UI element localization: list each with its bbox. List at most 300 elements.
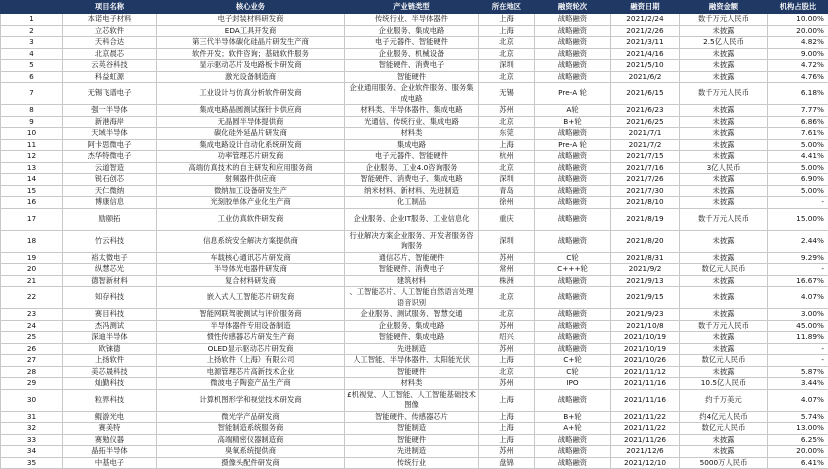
cell-project-name[interactable]: 天仁微纳 xyxy=(63,185,157,197)
cell-industry-chain[interactable]: 智能硬件 xyxy=(345,366,479,378)
cell-industry-chain[interactable]: 企业服务、机械设备 xyxy=(345,48,479,60)
cell-amount[interactable]: 未披露 xyxy=(680,60,768,72)
cell-date[interactable]: 2021/6/23 xyxy=(611,105,680,117)
cell-round[interactable]: 战略融资 xyxy=(535,48,611,60)
cell-core-business[interactable]: 半导体器件专用设备制造 xyxy=(157,320,345,332)
cell-share[interactable]: 11.89% xyxy=(768,332,828,344)
cell-row-index[interactable]: 8 xyxy=(1,105,63,117)
cell-row-index[interactable]: 24 xyxy=(1,320,63,332)
cell-amount[interactable]: 未披露 xyxy=(680,275,768,287)
cell-project-name[interactable]: 德智新材料 xyxy=(63,275,157,287)
cell-amount[interactable]: 数亿元人民币 xyxy=(680,355,768,367)
cell-row-index[interactable]: 32 xyxy=(1,423,63,435)
cell-date[interactable]: 2021/6/15 xyxy=(611,83,680,105)
cell-share[interactable]: 6.86% xyxy=(768,116,828,128)
cell-share[interactable]: 4.07% xyxy=(768,287,828,309)
cell-region[interactable]: 苏州 xyxy=(479,105,535,117)
cell-share[interactable]: 4.82% xyxy=(768,37,828,49)
cell-core-business[interactable]: 集成电路晶圆测试探针卡供应商 xyxy=(157,105,345,117)
cell-region[interactable]: 上海 xyxy=(479,139,535,151)
cell-project-name[interactable]: 中基电子 xyxy=(63,457,157,469)
cell-region[interactable]: 上海 xyxy=(479,25,535,37)
cell-region[interactable]: 深圳 xyxy=(479,60,535,72)
cell-row-index[interactable]: 9 xyxy=(1,116,63,128)
cell-industry-chain[interactable]: 智能硬件、消费电子、集成电路 xyxy=(345,174,479,186)
cell-row-index[interactable]: 19 xyxy=(1,252,63,264)
cell-region[interactable]: 上海 xyxy=(479,14,535,26)
cell-project-name[interactable]: 新港海岸 xyxy=(63,116,157,128)
cell-round[interactable]: Pre-A 轮 xyxy=(535,83,611,105)
cell-core-business[interactable]: 电子封装材料研发商 xyxy=(157,14,345,26)
cell-core-business[interactable]: 工业设计与仿真分析软件研发商 xyxy=(157,83,345,105)
cell-round[interactable]: 战略融资 xyxy=(535,60,611,72)
cell-row-index[interactable]: 20 xyxy=(1,264,63,276)
cell-date[interactable]: 2021/8/31 xyxy=(611,252,680,264)
cell-project-name[interactable]: 知存科技 xyxy=(63,287,157,309)
cell-share[interactable]: 7.77% xyxy=(768,105,828,117)
cell-date[interactable]: 2021/2/24 xyxy=(611,14,680,26)
cell-industry-chain[interactable]: 智能硬件、集成电路 xyxy=(345,332,479,344)
cell-date[interactable]: 2021/10/8 xyxy=(611,320,680,332)
cell-round[interactable]: 战略融资 xyxy=(535,275,611,287)
cell-core-business[interactable]: 半导体光电器件研发商 xyxy=(157,264,345,276)
cell-region[interactable]: 苏州 xyxy=(479,343,535,355)
cell-project-name[interactable]: 天域半导体 xyxy=(63,128,157,140)
cell-core-business[interactable]: 智能网联驾驶测试与评价服务商 xyxy=(157,309,345,321)
cell-industry-chain[interactable]: 企业服务、企业IT服务、工业信息化 xyxy=(345,208,479,230)
cell-share[interactable]: 6.18% xyxy=(768,83,828,105)
cell-row-index[interactable]: 4 xyxy=(1,48,63,60)
cell-share[interactable]: 5.74% xyxy=(768,411,828,423)
cell-date[interactable]: 2021/11/12 xyxy=(611,366,680,378)
cell-date[interactable]: 2021/2/26 xyxy=(611,25,680,37)
cell-region[interactable]: 上海 xyxy=(479,423,535,435)
cell-core-business[interactable]: 无晶圆半导体提供商 xyxy=(157,116,345,128)
cell-core-business[interactable]: 高端仿真技术的自主研发和应用服务商 xyxy=(157,162,345,174)
cell-date[interactable]: 2021/9/15 xyxy=(611,287,680,309)
cell-row-index[interactable]: 11 xyxy=(1,139,63,151)
cell-row-index[interactable]: 13 xyxy=(1,162,63,174)
cell-amount[interactable]: 未披露 xyxy=(680,116,768,128)
cell-round[interactable]: 战略融资 xyxy=(535,457,611,469)
cell-share[interactable]: 5.00% xyxy=(768,185,828,197)
cell-round[interactable]: 战略融资 xyxy=(535,208,611,230)
cell-amount[interactable]: 数千万元人民币 xyxy=(680,320,768,332)
header-index[interactable] xyxy=(1,1,63,14)
cell-amount[interactable]: 未披露 xyxy=(680,366,768,378)
cell-row-index[interactable]: 17 xyxy=(1,208,63,230)
cell-project-name[interactable]: 立芯软件 xyxy=(63,25,157,37)
cell-row-index[interactable]: 25 xyxy=(1,332,63,344)
cell-share[interactable]: - xyxy=(768,197,828,209)
cell-industry-chain[interactable]: 材料类 xyxy=(345,128,479,140)
cell-date[interactable]: 2021/11/16 xyxy=(611,389,680,411)
cell-project-name[interactable]: 欧铼德 xyxy=(63,343,157,355)
cell-share[interactable]: 2.44% xyxy=(768,230,828,252)
cell-round[interactable]: 战略融资 xyxy=(535,71,611,83)
cell-amount[interactable]: 未披露 xyxy=(680,25,768,37)
cell-amount[interactable]: 未披露 xyxy=(680,252,768,264)
cell-row-index[interactable]: 33 xyxy=(1,434,63,446)
cell-region[interactable]: 深圳 xyxy=(479,230,535,252)
cell-industry-chain[interactable]: 传统行业 xyxy=(345,457,479,469)
cell-project-name[interactable]: 锐石创芯 xyxy=(63,174,157,186)
cell-round[interactable]: 战略融资 xyxy=(535,174,611,186)
cell-project-name[interactable]: 晶拓半导体 xyxy=(63,446,157,458)
cell-date[interactable]: 2021/10/19 xyxy=(611,343,680,355)
cell-amount[interactable]: 2.5亿人民币 xyxy=(680,37,768,49)
cell-core-business[interactable]: 碳化硅外延晶片研发商 xyxy=(157,128,345,140)
cell-date[interactable]: 2021/11/22 xyxy=(611,423,680,435)
cell-round[interactable]: C+轮 xyxy=(535,355,611,367)
cell-date[interactable]: 2021/7/26 xyxy=(611,174,680,186)
cell-core-business[interactable]: 集成电路设计自动化系统研发商 xyxy=(157,139,345,151)
cell-share[interactable]: 6.90% xyxy=(768,174,828,186)
cell-row-index[interactable]: 26 xyxy=(1,343,63,355)
cell-round[interactable]: B+轮 xyxy=(535,116,611,128)
cell-core-business[interactable]: 射频器件供应商 xyxy=(157,174,345,186)
cell-row-index[interactable]: 12 xyxy=(1,151,63,163)
cell-amount[interactable]: 5000万人民币 xyxy=(680,457,768,469)
cell-share[interactable]: 6.41% xyxy=(768,457,828,469)
cell-core-business[interactable]: 激光设备制造商 xyxy=(157,71,345,83)
cell-round[interactable]: C轮 xyxy=(535,366,611,378)
cell-core-business[interactable]: 功率管理芯片研发商 xyxy=(157,151,345,163)
cell-row-index[interactable]: 1 xyxy=(1,14,63,26)
cell-project-name[interactable]: 无锡飞谱电子 xyxy=(63,83,157,105)
cell-amount[interactable]: 未披露 xyxy=(680,434,768,446)
cell-core-business[interactable]: EDA工具开发商 xyxy=(157,25,345,37)
cell-region[interactable]: 株洲 xyxy=(479,275,535,287)
header-round[interactable]: 融资轮次 xyxy=(535,1,611,14)
cell-round[interactable]: C+++轮 xyxy=(535,264,611,276)
cell-region[interactable]: 上海 xyxy=(479,389,535,411)
cell-project-name[interactable]: 上扬软件 xyxy=(63,355,157,367)
cell-round[interactable]: 战略融资 xyxy=(535,434,611,446)
cell-industry-chain[interactable]: 人工智能、半导体器件、太阳能光伏 xyxy=(345,355,479,367)
header-project-name[interactable]: 项目名称 xyxy=(63,1,157,14)
cell-share[interactable]: 10.00% xyxy=(768,14,828,26)
cell-row-index[interactable]: 18 xyxy=(1,230,63,252)
cell-row-index[interactable]: 34 xyxy=(1,446,63,458)
cell-date[interactable]: 2021/7/30 xyxy=(611,185,680,197)
cell-round[interactable]: B+轮 xyxy=(535,411,611,423)
cell-amount[interactable]: 未披露 xyxy=(680,48,768,60)
cell-industry-chain[interactable]: 企业服务、集成电路 xyxy=(345,25,479,37)
cell-project-name[interactable]: 纵慧芯光 xyxy=(63,264,157,276)
cell-region[interactable]: 北京 xyxy=(479,48,535,60)
cell-share[interactable]: 9.29% xyxy=(768,252,828,264)
cell-core-business[interactable]: 工业仿真软件研发商 xyxy=(157,208,345,230)
cell-date[interactable]: 2021/9/13 xyxy=(611,275,680,287)
cell-amount[interactable]: 未披露 xyxy=(680,128,768,140)
cell-core-business[interactable]: 微波电子陶瓷产品生产商 xyxy=(157,378,345,390)
cell-date[interactable]: 2021/12/6 xyxy=(611,446,680,458)
cell-amount[interactable]: 未披露 xyxy=(680,71,768,83)
header-region[interactable]: 所在地区 xyxy=(479,1,535,14)
cell-region[interactable]: 北京 xyxy=(479,116,535,128)
cell-row-index[interactable]: 30 xyxy=(1,389,63,411)
cell-industry-chain[interactable]: 智能硬件 xyxy=(345,434,479,446)
cell-row-index[interactable]: 35 xyxy=(1,457,63,469)
cell-amount[interactable]: 3亿人民币 xyxy=(680,162,768,174)
cell-industry-chain[interactable]: 光通信、传统行业、集成电路 xyxy=(345,116,479,128)
cell-row-index[interactable]: 10 xyxy=(1,128,63,140)
cell-round[interactable]: 战略融资 xyxy=(535,389,611,411)
cell-region[interactable]: 苏州 xyxy=(479,446,535,458)
cell-date[interactable]: 2021/11/26 xyxy=(611,434,680,446)
cell-share[interactable]: 5.00% xyxy=(768,139,828,151)
cell-region[interactable]: 上海 xyxy=(479,411,535,423)
cell-industry-chain[interactable]: 智能硬件、传感器芯片 xyxy=(345,411,479,423)
cell-region[interactable]: 青岛 xyxy=(479,185,535,197)
cell-date[interactable]: 2021/8/19 xyxy=(611,208,680,230)
cell-round[interactable]: 战略融资 xyxy=(535,320,611,332)
header-share[interactable]: 机构占股比 xyxy=(768,1,828,14)
cell-share[interactable]: 4.07% xyxy=(768,389,828,411)
cell-industry-chain[interactable]: 先进制造 xyxy=(345,343,479,355)
cell-share[interactable]: 9.00% xyxy=(768,48,828,60)
cell-region[interactable]: 北京 xyxy=(479,309,535,321)
cell-project-name[interactable]: 科益虹源 xyxy=(63,71,157,83)
cell-amount[interactable]: 未披露 xyxy=(680,230,768,252)
cell-row-index[interactable]: 21 xyxy=(1,275,63,287)
cell-date[interactable]: 2021/12/10 xyxy=(611,457,680,469)
cell-share[interactable]: 7.61% xyxy=(768,128,828,140)
cell-project-name[interactable]: 云道智造 xyxy=(63,162,157,174)
cell-industry-chain[interactable]: 集成电路 xyxy=(345,139,479,151)
cell-row-index[interactable]: 27 xyxy=(1,355,63,367)
cell-region[interactable]: 杭州 xyxy=(479,151,535,163)
cell-industry-chain[interactable]: 企业服务、集成电路 xyxy=(345,320,479,332)
cell-industry-chain[interactable]: 电子元器件、智能硬件 xyxy=(345,151,479,163)
cell-region[interactable]: 徐州 xyxy=(479,197,535,209)
cell-industry-chain[interactable]: 材料类 xyxy=(345,378,479,390)
cell-share[interactable]: 20.00% xyxy=(768,25,828,37)
cell-date[interactable]: 2021/6/2 xyxy=(611,71,680,83)
cell-core-business[interactable]: 计算机图形学和视觉技术研发商 xyxy=(157,389,345,411)
header-industry-chain[interactable]: 产业链类型 xyxy=(345,1,479,14)
cell-industry-chain[interactable]: 建筑材料 xyxy=(345,275,479,287)
cell-project-name[interactable]: 美芯晟科技 xyxy=(63,366,157,378)
cell-row-index[interactable]: 16 xyxy=(1,197,63,209)
cell-core-business[interactable]: 摄像头配件研发商 xyxy=(157,457,345,469)
cell-region[interactable]: 北京 xyxy=(479,287,535,309)
cell-project-name[interactable]: 粒界科技 xyxy=(63,389,157,411)
cell-industry-chain[interactable]: 智能硬件、消费电子 xyxy=(345,60,479,72)
cell-round[interactable]: A+轮 xyxy=(535,423,611,435)
cell-industry-chain[interactable]: 智能硬件 xyxy=(345,71,479,83)
cell-round[interactable]: 战略融资 xyxy=(535,185,611,197)
header-date[interactable]: 融资日期 xyxy=(611,1,680,14)
cell-amount[interactable]: 未披露 xyxy=(680,139,768,151)
cell-project-name[interactable]: 阿卡思微电子 xyxy=(63,139,157,151)
cell-round[interactable]: 战略融资 xyxy=(535,287,611,309)
cell-amount[interactable]: 未披露 xyxy=(680,446,768,458)
cell-amount[interactable]: 未披露 xyxy=(680,174,768,186)
cell-project-name[interactable]: 赛目科技 xyxy=(63,309,157,321)
cell-round[interactable]: C轮 xyxy=(535,252,611,264)
cell-amount[interactable]: 数亿元人民币 xyxy=(680,264,768,276)
cell-round[interactable]: 战略融资 xyxy=(535,25,611,37)
cell-amount[interactable]: 未披露 xyxy=(680,197,768,209)
cell-industry-chain[interactable]: 传统行业、半导体器件 xyxy=(345,14,479,26)
cell-amount[interactable]: 未披露 xyxy=(680,151,768,163)
cell-core-business[interactable]: 微纳加工设备研发生产 xyxy=(157,185,345,197)
cell-industry-chain[interactable]: 智能制造 xyxy=(345,423,479,435)
cell-round[interactable]: 战略融资 xyxy=(535,14,611,26)
cell-core-business[interactable]: 复合材料研发商 xyxy=(157,275,345,287)
cell-industry-chain[interactable]: 化工制品 xyxy=(345,197,479,209)
cell-project-name[interactable]: 北京晨芯 xyxy=(63,48,157,60)
cell-amount[interactable]: 未披露 xyxy=(680,309,768,321)
cell-core-business[interactable]: 惯性传感器芯片研发生产商 xyxy=(157,332,345,344)
cell-round[interactable]: IPO xyxy=(535,378,611,390)
cell-core-business[interactable]: 信息系统安全解决方案提供商 xyxy=(157,230,345,252)
cell-amount[interactable]: 数千万元人民币 xyxy=(680,14,768,26)
cell-core-business[interactable]: 软件开发；软件咨询；基础软件服务 xyxy=(157,48,345,60)
cell-industry-chain[interactable]: 先进制造 xyxy=(345,446,479,458)
cell-date[interactable]: 2021/5/10 xyxy=(611,60,680,72)
cell-round[interactable]: 战略融资 xyxy=(535,446,611,458)
cell-amount[interactable]: 数千万元人民币 xyxy=(680,83,768,105)
cell-row-index[interactable]: 7 xyxy=(1,83,63,105)
cell-region[interactable]: 绍兴 xyxy=(479,332,535,344)
cell-round[interactable]: 战略融资 xyxy=(535,151,611,163)
cell-core-business[interactable]: 显示驱动芯片及电路板卡研发商 xyxy=(157,60,345,72)
cell-core-business[interactable]: 嵌入式人工智能芯片研发商 xyxy=(157,287,345,309)
cell-industry-chain[interactable]: 、工智能芯片、人工智能自然语言处理语音识别 xyxy=(345,287,479,309)
cell-date[interactable]: 2021/4/16 xyxy=(611,48,680,60)
cell-project-name[interactable]: 灿勤科技 xyxy=(63,378,157,390)
cell-row-index[interactable]: 22 xyxy=(1,287,63,309)
cell-core-business[interactable]: 智能制造系统服务商 xyxy=(157,423,345,435)
cell-date[interactable]: 2021/7/15 xyxy=(611,151,680,163)
cell-date[interactable]: 2021/6/25 xyxy=(611,116,680,128)
cell-date[interactable]: 2021/8/20 xyxy=(611,230,680,252)
cell-share[interactable]: 3.44% xyxy=(768,378,828,390)
cell-industry-chain[interactable]: 企业服务、测试服务、智慧交通 xyxy=(345,309,479,321)
cell-core-business[interactable]: 光刻胶单体产业化生产商 xyxy=(157,197,345,209)
cell-row-index[interactable]: 6 xyxy=(1,71,63,83)
cell-share[interactable]: 4.41% xyxy=(768,151,828,163)
cell-round[interactable]: A轮 xyxy=(535,105,611,117)
cell-project-name[interactable]: 博康信息 xyxy=(63,197,157,209)
cell-region[interactable]: 北京 xyxy=(479,366,535,378)
cell-date[interactable]: 2021/10/26 xyxy=(611,355,680,367)
cell-industry-chain[interactable]: 企业通用服务、企业软件服务、服务集成电路 xyxy=(345,83,479,105)
cell-industry-chain[interactable]: 材料类、半导体器件、集成电路 xyxy=(345,105,479,117)
cell-project-name[interactable]: 天科合达 xyxy=(63,37,157,49)
cell-date[interactable]: 2021/3/11 xyxy=(611,37,680,49)
cell-region[interactable]: 上海 xyxy=(479,434,535,446)
cell-share[interactable]: 4.72% xyxy=(768,60,828,72)
cell-date[interactable]: 2021/9/2 xyxy=(611,264,680,276)
cell-project-name[interactable]: 赛勉仪器 xyxy=(63,434,157,446)
cell-region[interactable]: 东莞 xyxy=(479,128,535,140)
cell-core-business[interactable]: 高端精密仪器制造商 xyxy=(157,434,345,446)
cell-round[interactable]: 战略融资 xyxy=(535,343,611,355)
cell-region[interactable]: 常州 xyxy=(479,264,535,276)
cell-date[interactable]: 2021/7/2 xyxy=(611,139,680,151)
cell-core-business[interactable]: 臭氧系统提供商 xyxy=(157,446,345,458)
cell-project-name[interactable]: 励颐拓 xyxy=(63,208,157,230)
cell-core-business[interactable]: 上扬软件（上海）有限公司 xyxy=(157,355,345,367)
cell-date[interactable]: 2021/9/23 xyxy=(611,309,680,321)
cell-row-index[interactable]: 3 xyxy=(1,37,63,49)
cell-round[interactable]: 战略融资 xyxy=(535,162,611,174)
cell-region[interactable]: 北京 xyxy=(479,37,535,49)
cell-amount[interactable]: 约千万美元 xyxy=(680,389,768,411)
cell-project-name[interactable]: 本诺电子材料 xyxy=(63,14,157,26)
cell-share[interactable]: 4.76% xyxy=(768,71,828,83)
cell-share[interactable]: 5.00% xyxy=(768,162,828,174)
cell-industry-chain[interactable]: 智能硬件、消费电子 xyxy=(345,264,479,276)
cell-industry-chain[interactable]: 纳米材料、新材料、先进制造 xyxy=(345,185,479,197)
cell-industry-chain[interactable]: £机视觉、人工智能、人工智能基础技术图像 xyxy=(345,389,479,411)
cell-share[interactable]: 3.00% xyxy=(768,309,828,321)
cell-region[interactable]: 北京 xyxy=(479,71,535,83)
cell-industry-chain[interactable]: 电子元器件、智能硬件 xyxy=(345,37,479,49)
cell-round[interactable]: 战略融资 xyxy=(535,37,611,49)
cell-industry-chain[interactable]: 企业服务、工业4.0咨询服务 xyxy=(345,162,479,174)
cell-row-index[interactable]: 15 xyxy=(1,185,63,197)
cell-region[interactable]: 深圳 xyxy=(479,174,535,186)
cell-project-name[interactable]: 鲲游光电 xyxy=(63,411,157,423)
cell-row-index[interactable]: 23 xyxy=(1,309,63,321)
cell-row-index[interactable]: 31 xyxy=(1,411,63,423)
cell-amount[interactable]: 数亿元人民币 xyxy=(680,423,768,435)
cell-region[interactable]: 苏州 xyxy=(479,320,535,332)
cell-round[interactable]: Pre-A 轮 xyxy=(535,139,611,151)
cell-region[interactable]: 重庆 xyxy=(479,208,535,230)
cell-core-business[interactable]: 微光学产品研发商 xyxy=(157,411,345,423)
cell-region[interactable]: 无锡 xyxy=(479,83,535,105)
cell-project-name[interactable]: 深迪半导体 xyxy=(63,332,157,344)
cell-region[interactable]: 苏州 xyxy=(479,252,535,264)
cell-industry-chain[interactable]: 行业解决方案企业服务、开发者服务咨询服务 xyxy=(345,230,479,252)
cell-row-index[interactable]: 28 xyxy=(1,366,63,378)
cell-row-index[interactable]: 14 xyxy=(1,174,63,186)
cell-amount[interactable]: 未披露 xyxy=(680,105,768,117)
cell-project-name[interactable]: 杰华特微电子 xyxy=(63,151,157,163)
cell-date[interactable]: 2021/7/16 xyxy=(611,162,680,174)
cell-project-name[interactable]: 强一半导体 xyxy=(63,105,157,117)
cell-date[interactable]: 2021/11/16 xyxy=(611,378,680,390)
cell-share[interactable]: 20.00% xyxy=(768,446,828,458)
cell-region[interactable]: 上海 xyxy=(479,355,535,367)
cell-amount[interactable]: 未披露 xyxy=(680,287,768,309)
cell-share[interactable]: 45.00% xyxy=(768,320,828,332)
cell-date[interactable]: 2021/11/22 xyxy=(611,411,680,423)
cell-round[interactable]: 战略融资 xyxy=(535,309,611,321)
cell-share[interactable]: 13.00% xyxy=(768,423,828,435)
cell-project-name[interactable]: 裕太微电子 xyxy=(63,252,157,264)
cell-amount[interactable]: 数千万元人民币 xyxy=(680,208,768,230)
cell-date[interactable]: 2021/10/19 xyxy=(611,332,680,344)
cell-amount[interactable]: 约4亿元人民币 xyxy=(680,411,768,423)
cell-core-business[interactable]: 电源管理芯片高新技术企业 xyxy=(157,366,345,378)
cell-share[interactable]: 5.87% xyxy=(768,366,828,378)
cell-share[interactable]: 6.25% xyxy=(768,434,828,446)
cell-date[interactable]: 2021/7/1 xyxy=(611,128,680,140)
cell-amount[interactable]: 未披露 xyxy=(680,343,768,355)
cell-share[interactable]: - xyxy=(768,343,828,355)
cell-row-index[interactable]: 5 xyxy=(1,60,63,72)
cell-share[interactable]: - xyxy=(768,355,828,367)
cell-core-business[interactable]: OLED显示驱动芯片研发商 xyxy=(157,343,345,355)
cell-share[interactable]: 15.00% xyxy=(768,208,828,230)
